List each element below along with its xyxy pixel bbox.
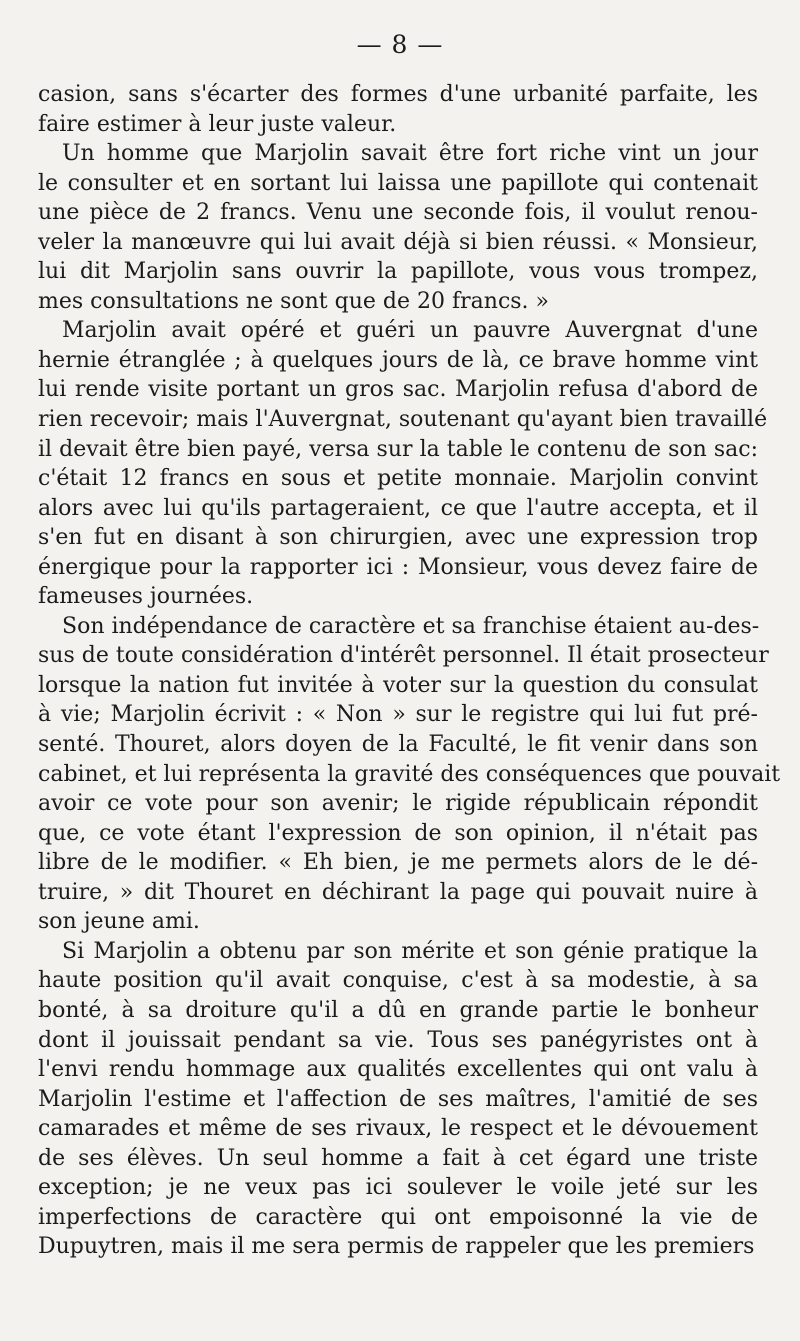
text-line: libre de le modifier. « Eh bien, je me permets alors de le dé-: [38, 850, 758, 876]
text-line: Dupuytren, mais il me sera permis de rappeler que les premiers: [38, 1234, 755, 1260]
text-line: cabinet, et lui représenta la gravité des conséquences que pouvait: [38, 761, 781, 787]
text-line: lorsque la nation fut invitée à voter sur la question du consulat: [38, 672, 758, 698]
text-line: truire, » dit Thouret en déchirant la page qui pouvait nuire à: [38, 879, 758, 905]
text-line: le consulter et en sortant lui laissa une papillote qui contenait: [38, 170, 758, 196]
text-line: camarades et même de ses rivaux, le respect et le dévouement: [38, 1116, 758, 1142]
paragraph: [38, 937, 758, 1262]
text-line: c'était 12 francs en sous et petite monnaie. Marjolin convint: [38, 466, 758, 492]
text-line: mes consultations ne sont que de 20 francs. »: [38, 288, 549, 314]
text-line: s'en fut en disant à son chirurgien, avec une expression trop: [38, 525, 758, 551]
text-line: dont il jouissait pendant sa vie. Tous ses panégyristes ont à: [38, 1027, 758, 1053]
text-line: lui dit Marjolin sans ouvrir la papillote, vous vous trompez,: [38, 259, 758, 285]
text-line: l'envi rendu hommage aux qualités excellentes qui ont valu à: [38, 1057, 758, 1083]
text-line: il devait être bien payé, versa sur la table le contenu de son sac:: [38, 436, 758, 462]
text-line: veler la manœuvre qui lui avait déjà si bien réussi. « Monsieur,: [38, 229, 758, 255]
paragraph: [38, 139, 758, 316]
text-line: faire estimer à leur juste valeur.: [38, 111, 397, 137]
text-line: haute position qu'il avait conquise, c'est à sa modestie, à sa: [38, 968, 758, 994]
text-line: sus de toute considération d'intérêt personnel. Il était prosecteur: [38, 643, 769, 669]
text-line: alors avec lui qu'ils partageraient, ce que l'autre accepta, et il: [38, 495, 758, 521]
text-line: hernie étranglée ; à quelques jours de là, ce brave homme vint: [38, 347, 758, 373]
text-line: une pièce de 2 francs. Venu une seconde fois, il voulut renou-: [38, 200, 758, 226]
text-line: fameuses journées.: [38, 584, 254, 610]
paragraph: [38, 316, 768, 611]
text-line: Son indépendance de caractère et sa franchise étaient au-des-: [62, 613, 760, 639]
text-line: casion, sans s'écarter des formes d'une urbanité parfaite, les: [38, 82, 758, 107]
text-line: lui rende visite portant un gros sac. Marjolin refusa d'abord de: [38, 377, 758, 403]
text-line: avoir ce vote pour son avenir; le rigide républicain répondit: [38, 791, 758, 817]
text-line: à vie; Marjolin écrivit : « Non » sur le registre qui lui fut pré-: [38, 702, 758, 728]
text-line: senté. Thouret, alors doyen de la Faculté, le fit venir dans son: [38, 732, 758, 758]
text-line: énergique pour la rapporter ici : Monsieur, vous devez faire de: [38, 554, 758, 580]
paragraph: [38, 612, 781, 937]
text-line: exception; je ne veux pas ici soulever le voile jeté sur les: [38, 1175, 758, 1201]
text-line: que, ce vote étant l'expression de son opinion, il n'était pas: [38, 820, 758, 846]
paragraph: [38, 80, 758, 139]
text-line: son jeune ami.: [38, 909, 200, 935]
text-line: bonté, à sa droiture qu'il a dû en grande partie le bonheur: [38, 997, 758, 1023]
text-line: Si Marjolin a obtenu par son mérite et son génie pratique la: [62, 938, 758, 964]
text-line: imperfections de caractère qui ont empoisonné la vie de: [38, 1204, 758, 1230]
text-line: rien recevoir; mais l'Auvergnat, soutenant qu'ayant bien travaillé: [38, 407, 768, 433]
text-line: Un homme que Marjolin savait être fort riche vint un jour: [62, 141, 758, 167]
text-line: Marjolin l'estime et l'affection de ses maîtres, l'amitié de ses: [38, 1086, 758, 1112]
text-line: de ses élèves. Un seul homme a fait à cet égard une triste: [38, 1145, 758, 1171]
text-line: Marjolin avait opéré et guéri un pauvre Auvergnat d'une: [62, 318, 758, 344]
page-number: — 8 —: [356, 30, 444, 59]
body-text: [38, 80, 781, 1262]
